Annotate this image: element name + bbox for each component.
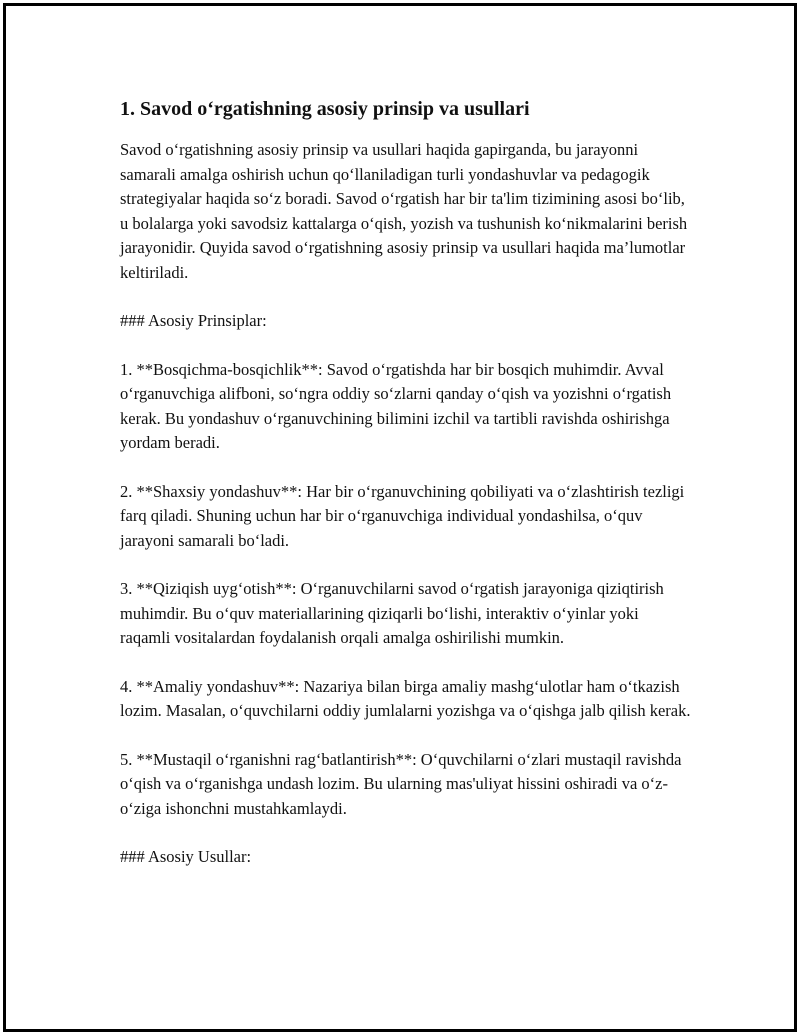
document-body <box>120 92 692 894</box>
section-heading: 1. Savod o‘rgatishning asosiy prinsip va usullari <box>120 98 530 120</box>
page-frame <box>3 3 797 1032</box>
principles-subheading: ### Asosiy Prinsiplar: <box>120 311 267 330</box>
principle-item: 1. **Bosqichma-bosqichlik**: Savod o‘rgatishda har bir bosqich muhimdir. Avval o‘rganuvchiga alifboni, so‘ngra oddiy so‘zlarni qanday o‘qish va yozishni o‘rgatish kerak. Bu yondashuv o‘rganuvchining bilimini izchil va tartibli ravishda oshirishga yordam beradi. <box>120 359 672 452</box>
principle-item: 3. **Qiziqish uyg‘otish**: O‘rganuvchilarni savod o‘rgatish jarayoniga qiziqtirish muhimdir. Bu o‘quv materiallarining qiziqarli bo‘lishi, interaktiv o‘yinlar yoki raqamli vositalardan foydalanish orqali amalga oshirilishi mumkin. <box>120 579 664 647</box>
principle-item: 2. **Shaxsiy yondashuv**: Har bir o‘rganuvchining qobiliyati va o‘zlashtirish tezligi farq qiladi. Shuning uchun har bir o‘rganuvchiga individual yondashilsa, o‘quv jarayoni samarali bo‘ladi. <box>120 481 685 550</box>
principle-item: 5. **Mustaqil o‘rganishni rag‘batlantirish**: O‘quvchilarni o‘zlari mustaqil ravishda o‘qish va o‘rganishga undash lozim. Bu ularning mas'uliyat hissini oshiradi va o‘z-o‘ziga ishonchni mustahkamlaydi. <box>120 749 682 818</box>
intro-paragraph: Savod o‘rgatishning asosiy prinsip va usullari haqida gapirganda, bu jarayonni samarali amalga oshirish uchun qo‘llaniladigan turli yondashuvlar va pedagogik strategiyalar haqida so‘z boradi. Savod o‘rgatish har bir ta'lim tizimining asosi bo‘lib, u bolalarga yoki savodsiz kattalarga o‘qish, yozish va tushunish ko‘nikmalarini berish jarayonidir. Quyida savod o‘rgatishning asosiy prinsip va usullari haqida ma’lumotlar keltiriladi. <box>120 140 688 282</box>
principle-item: 4. **Amaliy yondashuv**: Nazariya bilan birga amaliy mashg‘ulotlar ham o‘tkazish lozim. Masalan, o‘quvchilarni oddiy jumlalarni yozishga va o‘qishga jalb qilish kerak. <box>120 676 691 720</box>
methods-subheading: ### Asosiy Usullar: <box>120 847 252 866</box>
